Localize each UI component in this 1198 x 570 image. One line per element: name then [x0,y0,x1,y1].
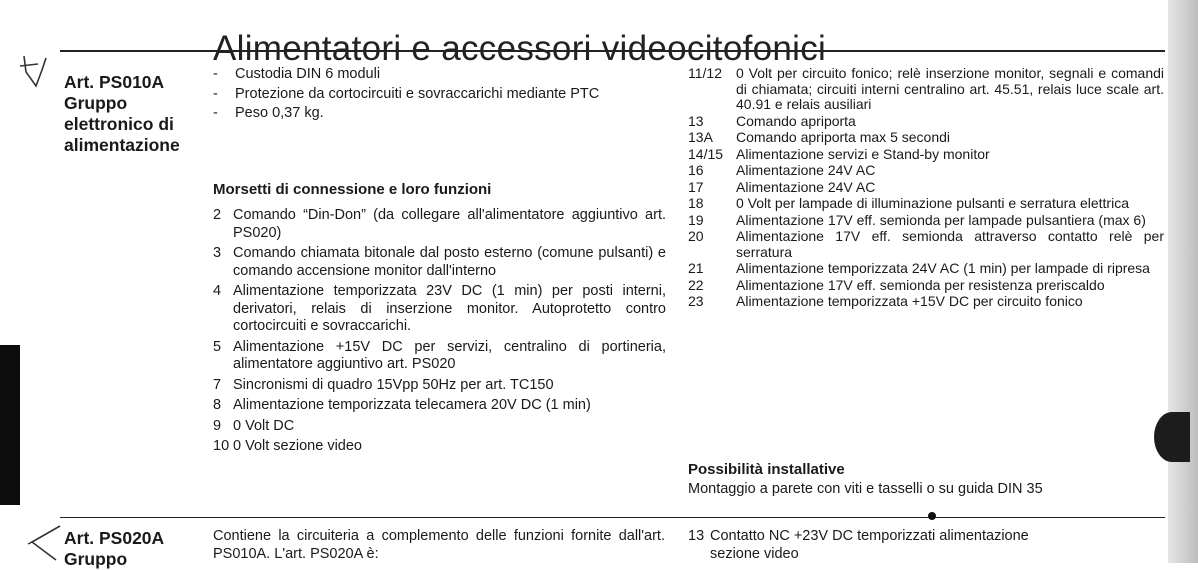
terminal-item: 23 Alimentazione temporizzata +15V DC per circuito fonico [688,293,1083,309]
terminal-item: 11/12 0 Volt per circuito fonico; relè inserzione monitor, segnali e comandi di chiamata; circuiti interni centralino art. 45.51, relais luce scale art. 40.91 e relais ausiliari [688,65,1164,112]
article-code: Art. PS020A [64,528,165,548]
feature-text: Protezione da cortocircuiti e sovraccarichi mediante PTC [235,85,600,102]
section-divider [60,517,1165,518]
installation-heading: Possibilità installative [688,461,845,478]
terminal-item: 4 Alimentazione temporizzata 23V DC (1 min) per posti interni, derivatori, relais di inserzione monitor. Autoprotetto contro cortocircuiti e sovraccarichi. [213,283,666,334]
article-code: Art. PS010A [64,72,165,92]
feature-item: - Custodia DIN 6 moduli [213,66,663,84]
terminals-heading: Morsetti di connessione e loro funzioni [213,181,492,198]
terminals-list-left [213,207,666,459]
feature-item: - Protezione da cortocircuiti e sovraccarichi mediante PTC [213,86,663,104]
handwritten-check-mark-icon [16,52,60,92]
article-ps010a-heading [64,72,180,156]
terminal-item: 16 Alimentazione 24V AC [688,162,876,178]
terminal-item: 21 Alimentazione temporizzata 24V AC (1 min) per lampade di ripresa [688,260,1150,276]
terminal-item: 13A Comando apriporta max 5 secondi [688,129,951,145]
terminal-item: 7 Sincronismi di quadro 15Vpp 50Hz per art. TC150 [213,376,554,393]
installation-text: Montaggio a parete con viti e tasselli o su guida DIN 35 [688,481,1043,497]
terminal-item: 19 Alimentazione 17V eff. semionda per lampade pulsantiera (max 6) [688,211,1146,228]
terminal-item: 10 0 Volt sezione video [213,438,362,454]
feature-text: Peso 0,37 kg. [235,105,324,121]
binding-hole-mark [1154,412,1190,462]
ink-dot [928,512,936,520]
terminal-item: 13 Comando apriporta [688,112,856,129]
terminal-item: 8 Alimentazione temporizzata telecamera 20V DC (1 min) [213,397,591,413]
feature-text: Custodia DIN 6 moduli [235,66,381,82]
terminal-item: 9 0 Volt DC [213,417,295,434]
terminal-item: 20 Alimentazione 17V eff. semionda attraverso contatto relè per serratura [688,228,1164,260]
page-edge-shadow [1168,0,1198,563]
terminal-item: 18 0 Volt per lampade di illuminazione pulsanti e serratura elettrica [688,195,1129,211]
feature-item: - Peso 0,37 kg. [213,105,663,123]
article-name-line: Gruppo [64,93,128,113]
ps020a-description: Contiene la circuiteria a complemento delle funzioni fornite dall'art. PS010A. L'art. PS020A è: [213,528,665,562]
ps020a-terminal-item: 13 Contatto NC +23V DC temporizzati alimentazione sezione video [688,528,1029,562]
terminal-item: 14/15 Alimentazione servizi e Stand-by monitor [688,145,990,162]
terminal-item: 17 Alimentazione 24V AC [688,178,876,195]
terminal-item: 22 Alimentazione 17V eff. semionda per resistenza preriscaldo [688,276,1105,293]
terminal-item: 5 Alimentazione +15V DC per servizi, centralino di portineria, alimentatore aggiuntivo art. PS020 [213,338,666,372]
page-title: Alimentatori e accessori videocitofonici [213,29,827,69]
terminals-list-right [688,66,1164,311]
article-name-line: Gruppo [64,549,128,569]
terminal-item: 2 Comando “Din-Don” (da collegare all'alimentatore aggiuntivo art. PS020) [213,207,666,241]
article-name-line: alimentazione [64,135,180,155]
top-rule [60,50,1165,52]
feature-list [213,66,663,125]
article-ps020a-heading [64,528,164,570]
scan-edge-bar [0,345,20,505]
article-name-line: elettronico di [64,114,174,134]
terminal-item: 3 Comando chiamata bitonale dal posto esterno (comune pulsanti) e comando accensione monitor dall'interno [213,245,666,279]
handwritten-tick-mark-icon [26,522,66,563]
